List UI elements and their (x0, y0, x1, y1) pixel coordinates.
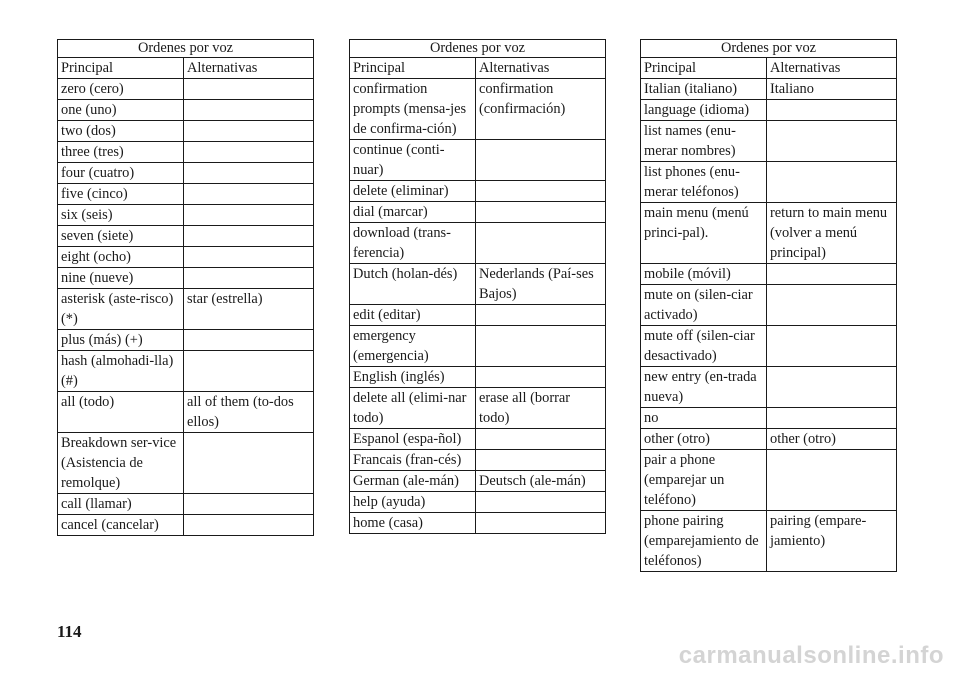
principal-cell: all (todo) (58, 392, 184, 433)
alternativas-cell (184, 79, 314, 100)
table-row (350, 264, 606, 305)
principal-cell: mobile (móvil) (641, 264, 767, 285)
alternativas-cell (476, 429, 606, 450)
table-row (350, 326, 606, 367)
principal-cell: list names (enu-merar nombres) (641, 121, 767, 162)
table-row (641, 264, 897, 285)
principal-cell: Espanol (espa-ñol) (350, 429, 476, 450)
alternativas-cell: Nederlands (Paí-ses Bajos) (476, 264, 606, 305)
table-row (350, 471, 606, 492)
principal-cell: English (inglés) (350, 367, 476, 388)
table-row (58, 392, 314, 433)
column-header-alternativas: Alternativas (184, 58, 314, 79)
alternativas-cell (184, 433, 314, 494)
principal-cell: three (tres) (58, 142, 184, 163)
table-row (58, 142, 314, 163)
column-header-principal: Principal (641, 58, 767, 79)
table-row (350, 202, 606, 223)
page-number: 114 (57, 622, 82, 641)
table-row (58, 205, 314, 226)
table-row (350, 181, 606, 202)
voice-commands-table-2 (349, 39, 606, 534)
alternativas-cell (476, 367, 606, 388)
principal-cell: eight (ocho) (58, 247, 184, 268)
table-row (58, 268, 314, 289)
table-row (58, 289, 314, 330)
table-row (58, 184, 314, 205)
alternativas-cell (476, 202, 606, 223)
alternativas-cell (184, 247, 314, 268)
table-row (58, 121, 314, 142)
table-row (58, 226, 314, 247)
alternativas-cell (476, 223, 606, 264)
alternativas-cell: star (estrella) (184, 289, 314, 330)
alternativas-cell (476, 181, 606, 202)
alternativas-cell: return to main menu (volver a menú principal) (767, 203, 897, 264)
table-row (641, 429, 897, 450)
table-row (350, 450, 606, 471)
principal-cell: hash (almohadi-lla) (#) (58, 351, 184, 392)
principal-cell: mute off (silen-ciar desactivado) (641, 326, 767, 367)
principal-cell: plus (más) (+) (58, 330, 184, 351)
alternativas-cell (767, 326, 897, 367)
principal-cell: download (trans-ferencia) (350, 223, 476, 264)
principal-cell: nine (nueve) (58, 268, 184, 289)
table-row (641, 162, 897, 203)
alternativas-cell (476, 326, 606, 367)
alternativas-cell (184, 330, 314, 351)
table-row (58, 163, 314, 184)
table-row (58, 79, 314, 100)
principal-cell: Dutch (holan-dés) (350, 264, 476, 305)
table-row (350, 79, 606, 140)
table-row (641, 367, 897, 408)
principal-cell: main menu (menú princi-pal). (641, 203, 767, 264)
alternativas-cell (184, 515, 314, 536)
principal-cell: new entry (en-trada nueva) (641, 367, 767, 408)
alternativas-cell: all of them (to-dos ellos) (184, 392, 314, 433)
table-row (641, 285, 897, 326)
alternativas-cell (767, 100, 897, 121)
voice-commands-table-3 (640, 39, 897, 572)
table-row (641, 203, 897, 264)
principal-cell: cancel (cancelar) (58, 515, 184, 536)
table-row (58, 433, 314, 494)
alternativas-cell (767, 162, 897, 203)
alternativas-cell (184, 351, 314, 392)
principal-cell: six (seis) (58, 205, 184, 226)
principal-cell: list phones (enu-merar teléfonos) (641, 162, 767, 203)
alternativas-cell: pairing (empare-jamiento) (767, 511, 897, 572)
column-header-principal: Principal (58, 58, 184, 79)
table-row (58, 247, 314, 268)
alternativas-cell (767, 121, 897, 162)
table-row (641, 100, 897, 121)
table-title: Ordenes por voz (350, 40, 606, 58)
principal-cell: other (otro) (641, 429, 767, 450)
alternativas-cell: confirmation (confirmación) (476, 79, 606, 140)
principal-cell: delete all (elimi-nar todo) (350, 388, 476, 429)
alternativas-cell: Italiano (767, 79, 897, 100)
alternativas-cell (767, 450, 897, 511)
alternativas-cell (767, 408, 897, 429)
alternativas-cell (767, 285, 897, 326)
table-row (350, 367, 606, 388)
principal-cell: no (641, 408, 767, 429)
alternativas-cell (184, 226, 314, 247)
table-row (350, 140, 606, 181)
table-row (641, 511, 897, 572)
table-row (58, 330, 314, 351)
principal-cell: language (idioma) (641, 100, 767, 121)
column-header-alternativas: Alternativas (767, 58, 897, 79)
alternativas-cell (476, 450, 606, 471)
alternativas-cell (476, 513, 606, 534)
principal-cell: seven (siete) (58, 226, 184, 247)
column-header-principal: Principal (350, 58, 476, 79)
alternativas-cell (767, 264, 897, 285)
table-row (350, 492, 606, 513)
principal-cell: dial (marcar) (350, 202, 476, 223)
table-row (350, 429, 606, 450)
table-row (350, 513, 606, 534)
table-title: Ordenes por voz (641, 40, 897, 58)
table-row (58, 100, 314, 121)
principal-cell: edit (editar) (350, 305, 476, 326)
principal-cell: call (llamar) (58, 494, 184, 515)
alternativas-cell (767, 367, 897, 408)
column-header-alternativas: Alternativas (476, 58, 606, 79)
table-row (350, 305, 606, 326)
principal-cell: four (cuatro) (58, 163, 184, 184)
alternativas-cell (184, 100, 314, 121)
voice-commands-table-1 (57, 39, 314, 536)
table-row (641, 121, 897, 162)
table-row (350, 388, 606, 429)
principal-cell: five (cinco) (58, 184, 184, 205)
table-row (58, 515, 314, 536)
principal-cell: zero (cero) (58, 79, 184, 100)
principal-cell: delete (eliminar) (350, 181, 476, 202)
alternativas-cell: erase all (borrar todo) (476, 388, 606, 429)
table-row (350, 223, 606, 264)
table-row (641, 79, 897, 100)
table-row (641, 450, 897, 511)
principal-cell: Francais (fran-cés) (350, 450, 476, 471)
table-title: Ordenes por voz (58, 40, 314, 58)
table-row (58, 494, 314, 515)
alternativas-cell (184, 121, 314, 142)
principal-cell: pair a phone (emparejar un teléfono) (641, 450, 767, 511)
alternativas-cell (184, 184, 314, 205)
principal-cell: continue (conti-nuar) (350, 140, 476, 181)
principal-cell: home (casa) (350, 513, 476, 534)
principal-cell: Breakdown ser-vice (Asistencia de remolque) (58, 433, 184, 494)
principal-cell: one (uno) (58, 100, 184, 121)
principal-cell: phone pairing (emparejamiento de teléfonos) (641, 511, 767, 572)
alternativas-cell (184, 142, 314, 163)
table-row (58, 351, 314, 392)
alternativas-cell (476, 305, 606, 326)
principal-cell: help (ayuda) (350, 492, 476, 513)
alternativas-cell (476, 492, 606, 513)
principal-cell: German (ale-mán) (350, 471, 476, 492)
table-row (641, 408, 897, 429)
principal-cell: mute on (silen-ciar activado) (641, 285, 767, 326)
alternativas-cell (184, 494, 314, 515)
watermark: carmanualsonline.info (678, 642, 944, 669)
principal-cell: asterisk (aste-risco) (*) (58, 289, 184, 330)
table-row (641, 326, 897, 367)
alternativas-cell (184, 163, 314, 184)
principal-cell: emergency (emergencia) (350, 326, 476, 367)
principal-cell: two (dos) (58, 121, 184, 142)
principal-cell: Italian (italiano) (641, 79, 767, 100)
alternativas-cell: Deutsch (ale-mán) (476, 471, 606, 492)
principal-cell: confirmation prompts (mensa-jes de confirma-ción) (350, 79, 476, 140)
alternativas-cell (184, 205, 314, 226)
alternativas-cell: other (otro) (767, 429, 897, 450)
alternativas-cell (476, 140, 606, 181)
alternativas-cell (184, 268, 314, 289)
